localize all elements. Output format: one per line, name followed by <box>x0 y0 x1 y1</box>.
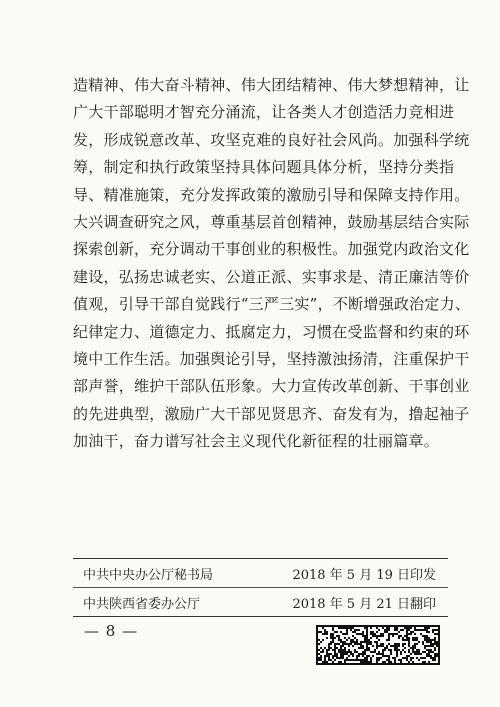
body-line: 境中工作生活。加强舆论引导，坚持激浊扬清，注重保护干 <box>73 349 470 368</box>
body-line: 导、精准施策，充分发挥政策的激励引导和保障支持作用。 <box>73 185 470 204</box>
body-line: 探索创新，充分调动干事创业的积极性。加强党内政治文化 <box>73 240 470 259</box>
body-line: 加油干，奋力谱写社会主义现代化新征程的壮丽篇章。 <box>73 432 440 451</box>
body-text <box>73 72 471 455</box>
body-line: 纪律定力、道德定力、抵腐定力，习惯在受监督和约束的环 <box>73 322 470 341</box>
issuance-row <box>73 587 448 616</box>
issuer-name: 中共陕西省委办公厅 <box>83 596 201 612</box>
barcode-icon <box>316 625 440 665</box>
issuance-row <box>73 559 448 587</box>
body-line: 大兴调查研究之风，尊重基层首创精神，鼓励基层结合实际 <box>73 212 470 231</box>
issue-date: 2018 年 5 月 21 日翻印 <box>292 596 436 612</box>
page-number: — 8 — <box>84 622 139 640</box>
body-line: 广大干部聪明才智充分涌流，让各类人才创造活力竞相进 <box>73 103 455 122</box>
body-line: 的先进典型，激励广大干部见贤思齐、奋发有为，撸起袖子 <box>73 404 470 423</box>
issuer-name: 中共中央办公厅秘书局 <box>83 567 214 583</box>
body-line: 部声誉，维护干部队伍形象。大力宣传改革创新、干事创业 <box>73 377 470 396</box>
body-line: 造精神、伟大奋斗精神、伟大团结精神、伟大梦想精神，让 <box>73 76 470 94</box>
issue-date: 2018 年 5 月 19 日印发 <box>292 567 436 583</box>
body-line: 筹，制定和执行政策坚持具体问题具体分析，坚持分类指 <box>73 158 455 177</box>
issuance-footer <box>73 558 448 617</box>
body-line: 值观，引导干部自觉践行“三严三实”，不断增强政治定力、 <box>73 295 471 314</box>
body-line: 发，形成锐意改革、攻坚克难的良好社会风尚。加强科学统 <box>73 130 470 149</box>
body-line: 建设，弘扬忠诚老实、公道正派、实事求是、清正廉洁等价 <box>73 267 470 286</box>
